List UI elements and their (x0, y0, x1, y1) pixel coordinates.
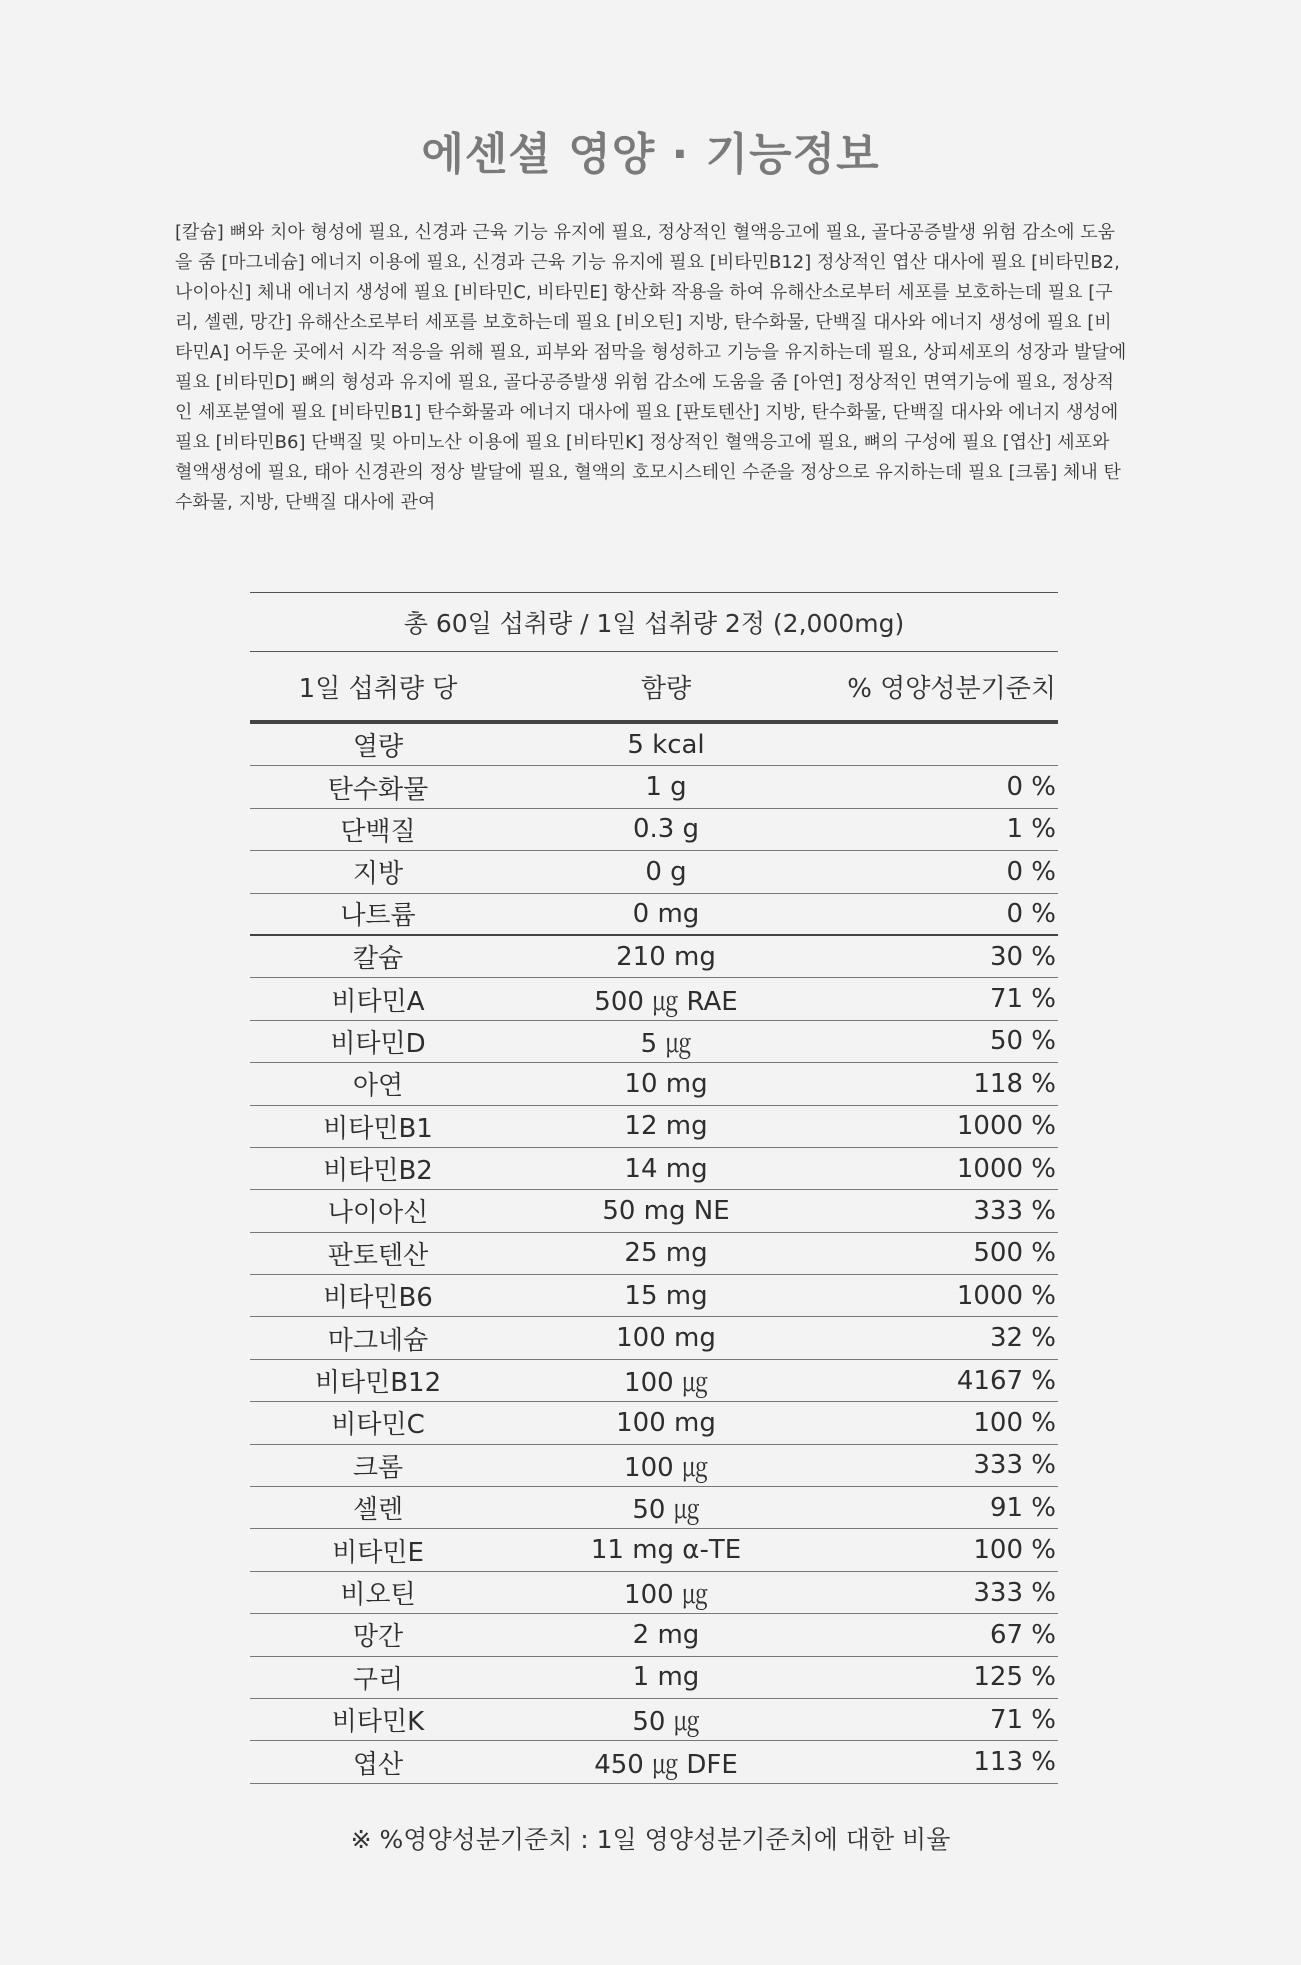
nutrient-name: 나트륨 (340, 901, 416, 932)
nutrient-amount: 1 g (645, 772, 687, 803)
table-row (250, 894, 1058, 936)
nutrient-name: 탄수화물 (327, 774, 429, 805)
table-row (250, 1402, 1058, 1444)
nutrient-daily-value: 1000 % (956, 1280, 1056, 1311)
nutrient-daily-value: 32 % (989, 1323, 1056, 1354)
nutrient-amount: 100 ㎍ (624, 1452, 708, 1483)
nutrient-amount: 25 mg (624, 1238, 708, 1269)
nutrient-amount: 0.3 g (632, 814, 700, 845)
table-row (250, 1699, 1058, 1741)
nutrient-amount: 14 mg (624, 1153, 708, 1184)
nutrient-name: 비타민B2 (323, 1156, 433, 1187)
nutrient-amount: 1 mg (632, 1662, 700, 1693)
nutrient-name: 아연 (352, 1071, 404, 1102)
nutrient-amount: 450 ㎍ DFE (594, 1749, 738, 1780)
serving-size: 총 60일 섭취량 / 1일 섭취량 2정 (2,000mg) (250, 592, 1058, 652)
nutrient-name: 비타민E (332, 1537, 424, 1568)
nutrient-daily-value: 1000 % (956, 1111, 1056, 1142)
nutrient-amount: 100 mg (616, 1407, 716, 1438)
nutrient-daily-value: 0 % (1006, 856, 1056, 887)
nutrient-name: 엽산 (352, 1749, 404, 1780)
nutrient-daily-value: 100 % (973, 1535, 1056, 1566)
nutrient-daily-value: 91 % (989, 1492, 1056, 1523)
nutrient-name: 비타민A (331, 986, 425, 1017)
nutrient-amount: 100 ㎍ (624, 1580, 708, 1610)
table-row (250, 1741, 1058, 1783)
nutrient-daily-value: 118 % (973, 1068, 1056, 1099)
nutrient-name: 열량 (352, 732, 404, 763)
table-row (250, 978, 1058, 1020)
nutrient-amount: 500 ㎍ RAE (594, 986, 738, 1017)
nutrient-name: 나이아신 (327, 1198, 429, 1229)
nutrient-daily-value: 0 % (1006, 898, 1056, 929)
nutrient-daily-value: 113 % (973, 1747, 1056, 1778)
nutrient-amount: 15 mg (624, 1280, 708, 1311)
nutrient-amount: 10 mg (624, 1068, 708, 1099)
table-row (250, 1233, 1058, 1275)
header-daily-value: % 영양성분기준치 (847, 673, 1056, 704)
nutrient-daily-value: 1 % (1006, 814, 1056, 845)
nutrient-name: 비타민C (331, 1410, 425, 1441)
nutrient-name: 마그네슘 (327, 1325, 429, 1356)
table-body (250, 724, 1058, 1784)
nutrient-daily-value: 4167 % (956, 1365, 1056, 1396)
functional-info-text: [칼슘] 뼈와 치아 형성에 필요, 신경과 근육 기능 유지에 필요, 정상적인 혈액응고에 필요, 골다공증발생 위험 감소에 도움을 줌 [마그네슘] 에너지 이용에 필요, 신경과 근육 기능 유지에 필요 [비타민B12] 정상적인 엽산 대사에 필요 [비타민B2, 나이아신] 체내 에너지 생성에 필요 [비타민C, 비타민E] 항산화 작용을 하여 유해산소로부터 세포를 보호하는데 필요 [구리, 셀렌, 망간] 유해산소로부터 세포를 보호하는데 필요 [비오틴] 지방, 탄수화물, 단백질 대사와 에너지 생성에 필요 [비타민A] 어두운 곳에서 시각 적응을 위해 필요, 피부와 점막을 형성하고 기능을 유지하는데 필요, 상피세포의 성장과 발달에 필요 [비타민D] 뼈의 형성과 유지에 필요, 골다공증발생 위험 감소에 도움을 줌 [아연] 정상적인 면역기능에 필요, 정상적인 세포분열에 필요 [비타민B1] 탄수화물과 에너지 대사에 필요 [판토텐산] 지방, 탄수화물, 단백질 대사와 에너지 생성에 필요 [비타민B6] 단백질 및 아미노산 이용에 필요 [비타민K] 정상적인 혈액응고에 필요, 뼈의 구성에 필요 [엽산] 세포와 혈액생성에 필요, 태아 신경관의 정상 발달에 필요, 혈액의 호모시스테인 수준을 정상으로 유지하는데 필요 [크롬] 체내 탄수화물, 지방, 단백질 대사에 관여 (175, 222, 1127, 513)
nutrient-name: 지방 (352, 859, 404, 890)
nutrient-amount: 0 g (645, 856, 687, 887)
nutrient-name: 비오틴 (340, 1580, 416, 1610)
table-row (250, 1360, 1058, 1402)
table-row (250, 1021, 1058, 1063)
nutrient-daily-value: 333 % (973, 1577, 1056, 1608)
table-row (250, 1614, 1058, 1656)
nutrient-amount: 0 mg (632, 898, 700, 929)
nutrient-name: 비타민B1 (323, 1113, 433, 1144)
nutrient-daily-value: 0 % (1006, 772, 1056, 803)
nutrient-amount: 210 mg (616, 941, 716, 972)
table-row (250, 1106, 1058, 1148)
nutrient-daily-value: 71 % (989, 1704, 1056, 1735)
nutrient-daily-value: 30 % (989, 941, 1056, 972)
header-per-serving: 1일 섭취량 당 (298, 673, 458, 704)
footnote: ※ %영양성분기준치 : 1일 영양성분기준치에 대한 비율 (350, 1825, 951, 1854)
nutrient-daily-value: 67 % (989, 1619, 1056, 1650)
table-header (250, 652, 1058, 724)
nutrient-daily-value: 1000 % (956, 1153, 1056, 1184)
nutrient-daily-value: 71 % (989, 984, 1056, 1015)
nutrient-amount: 2 mg (632, 1619, 700, 1650)
table-row (250, 1572, 1058, 1614)
table-row (250, 809, 1058, 851)
nutrient-name: 판토텐산 (327, 1240, 429, 1271)
nutrient-amount: 100 mg (616, 1323, 716, 1354)
nutrient-name: 비타민B6 (323, 1283, 433, 1314)
nutrient-amount: 5 ㎍ (640, 1028, 692, 1059)
table-row (250, 1657, 1058, 1699)
nutrient-name: 셀렌 (352, 1495, 404, 1526)
nutrient-name: 단백질 (340, 816, 416, 847)
nutrient-name: 크롬 (352, 1452, 404, 1483)
nutrient-name: 구리 (352, 1664, 404, 1695)
nutrition-table (250, 592, 1058, 1784)
nutrient-daily-value: 333 % (973, 1195, 1056, 1226)
nutrient-amount: 100 ㎍ (624, 1368, 708, 1399)
nutrient-daily-value: 50 % (989, 1026, 1056, 1057)
nutrient-amount: 5 kcal (627, 729, 705, 760)
table-row (250, 766, 1058, 808)
table-row (250, 1317, 1058, 1359)
nutrient-name: 비타민K (331, 1707, 425, 1738)
nutrient-daily-value: 500 % (973, 1238, 1056, 1269)
table-row (250, 1148, 1058, 1190)
nutrient-name: 비타민B12 (314, 1368, 442, 1399)
nutrient-amount: 50 ㎍ (632, 1707, 700, 1738)
table-row (250, 936, 1058, 978)
nutrient-daily-value: 100 % (973, 1407, 1056, 1438)
nutrient-amount: 50 mg NE (602, 1195, 730, 1226)
nutrient-daily-value: 125 % (973, 1662, 1056, 1693)
nutrient-name: 칼슘 (352, 944, 404, 975)
header-amount: 함량 (640, 673, 692, 704)
nutrient-amount: 11 mg α-TE (590, 1535, 742, 1566)
page-title: 에센셜 영양 · 기능정보 (421, 129, 880, 180)
table-row (250, 1063, 1058, 1105)
nutrient-daily-value: 333 % (973, 1450, 1056, 1481)
nutrient-amount: 50 ㎍ (632, 1495, 700, 1526)
table-row (250, 1487, 1058, 1529)
table-row (250, 851, 1058, 893)
nutrient-name: 비타민D (330, 1028, 426, 1059)
table-row (250, 1190, 1058, 1232)
table-row (250, 724, 1058, 766)
nutrient-name: 망간 (352, 1622, 404, 1653)
nutrient-amount: 12 mg (624, 1111, 708, 1142)
table-row (250, 1529, 1058, 1571)
table-row (250, 1445, 1058, 1487)
table-row (250, 1275, 1058, 1317)
